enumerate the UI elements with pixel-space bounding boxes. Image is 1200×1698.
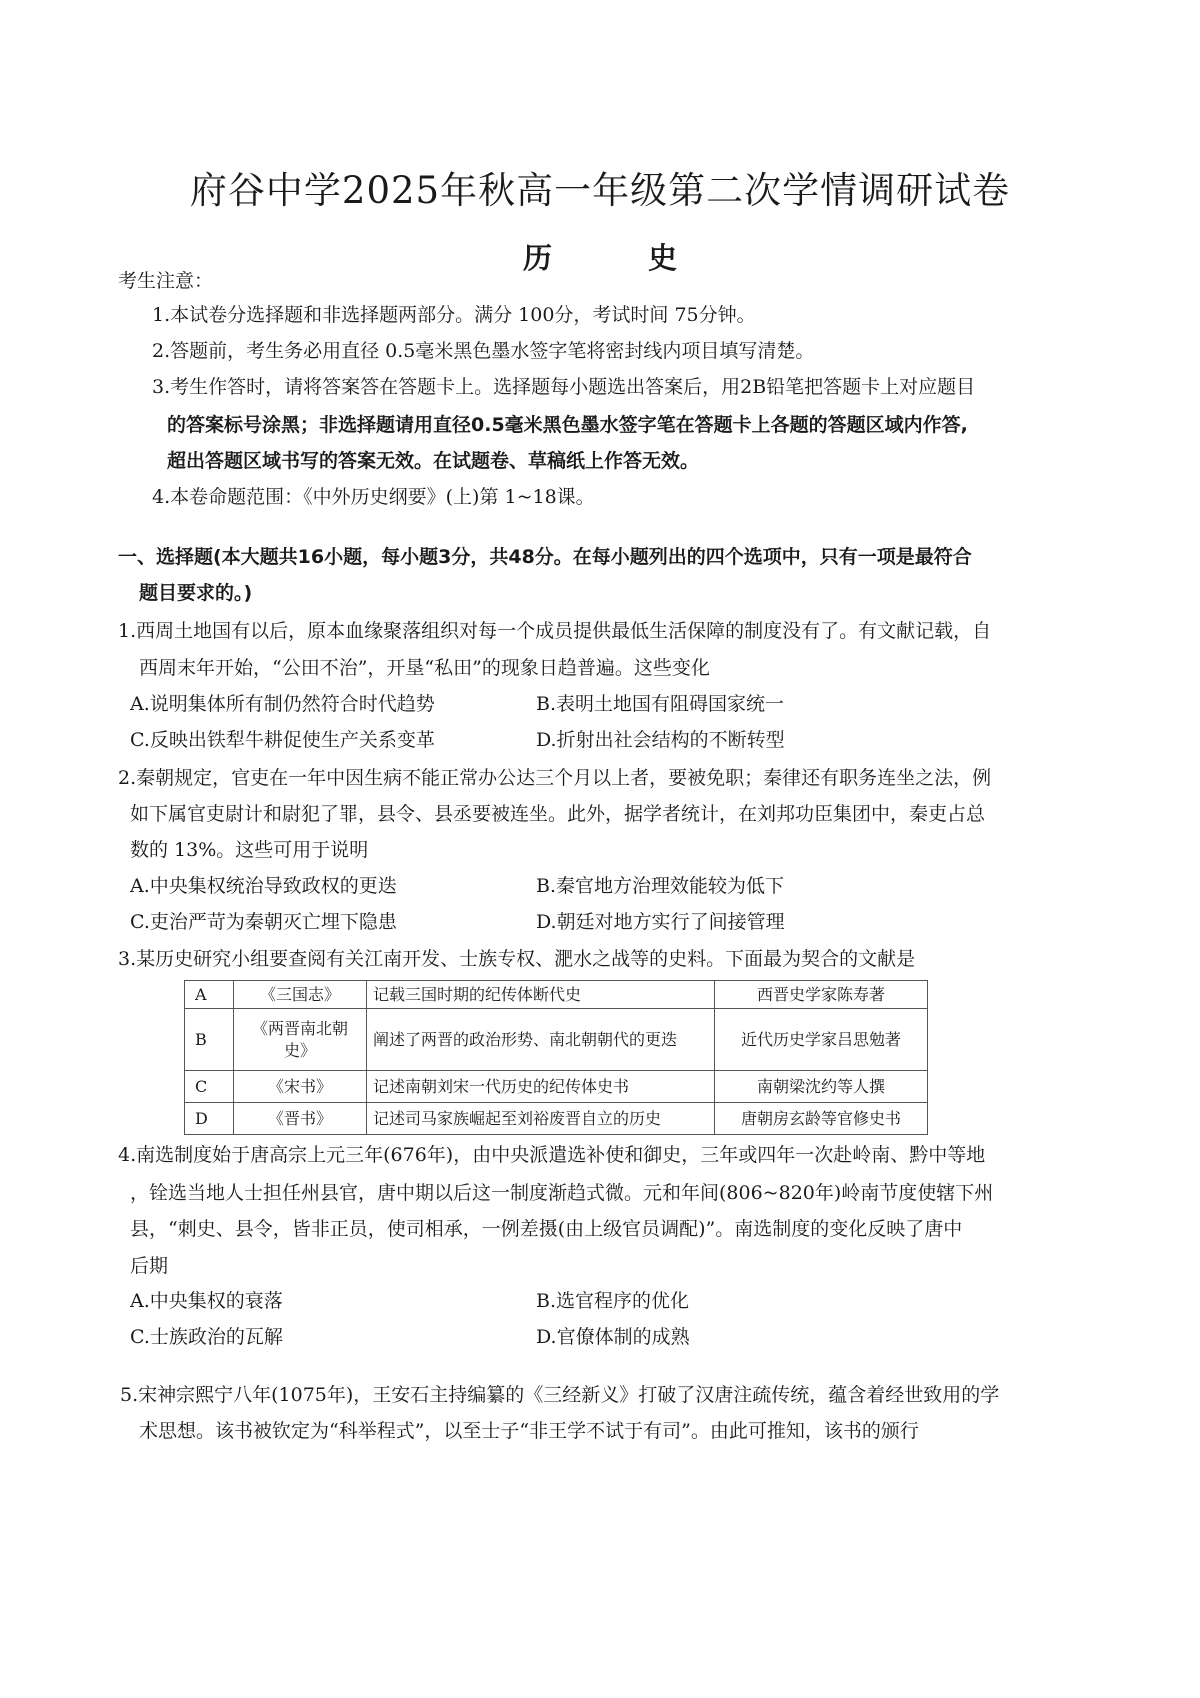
option-d: D.折射出社会结构的不断转型 bbox=[536, 729, 785, 751]
table-cell: 《两晋南北朝史》 bbox=[234, 1009, 367, 1071]
table-cell: B bbox=[185, 1009, 234, 1071]
option-c: C.吏治严苛为秦朝灭亡埋下隐患 bbox=[130, 911, 397, 933]
question-text: 3.某历史研究小组要查阅有关江南开发、士族专权、淝水之战等的史料。下面最为契合的文献是 bbox=[118, 948, 916, 970]
table-cell: D bbox=[185, 1103, 234, 1135]
table-cell: 南朝梁沈约等人撰 bbox=[715, 1071, 928, 1103]
notice-item: 3.考生作答时，请将答案答在答题卡上。选择题每小题选出答案后，用2B铅笔把答题卡上对应题目 bbox=[152, 376, 976, 398]
option-c: C.士族政治的瓦解 bbox=[130, 1326, 283, 1348]
notice-item: 1.本试卷分选择题和非选择题两部分。满分 100分，考试时间 75分钟。 bbox=[152, 304, 756, 326]
option-a: A.中央集权统治导致政权的更迭 bbox=[130, 875, 397, 897]
section-heading: 一、选择题(本大题共16小题，每小题3分，共48分。在每小题列出的四个选项中，只有一项是最符合 bbox=[118, 546, 972, 568]
question-text: 术思想。该书被钦定为“科举程式”，以至士子“非王学不试于有司”。由此可推知，该书的颁行 bbox=[139, 1420, 919, 1442]
table-row bbox=[185, 1071, 928, 1103]
subject-char: 历 bbox=[522, 241, 552, 275]
table-cell: 记载三国时期的纪传体断代史 bbox=[367, 981, 715, 1009]
table-cell: A bbox=[185, 981, 234, 1009]
notice-item: 4.本卷命题范围：《中外历史纲要》(上)第 1~18课。 bbox=[152, 486, 595, 508]
question-text: 后期 bbox=[130, 1255, 169, 1277]
table-row bbox=[185, 981, 928, 1009]
question-text: 西周末年开始，“公田不治”，开垦“私田”的现象日趋普遍。这些变化 bbox=[139, 657, 710, 679]
question-text: 2.秦朝规定，官吏在一年中因生病不能正常办公达三个月以上者，要被免职；秦律还有职务连坐之法，例 bbox=[118, 767, 992, 789]
table-cell: 阐述了两晋的政治形势、南北朝朝代的更迭 bbox=[367, 1009, 715, 1071]
source-table bbox=[184, 980, 928, 1135]
table-cell: 《三国志》 bbox=[234, 981, 367, 1009]
notice-item: 超出答题区域书写的答案无效。在试题卷、草稿纸上作答无效。 bbox=[167, 450, 700, 472]
option-a: A.中央集权的衰落 bbox=[130, 1290, 283, 1312]
question-text: 4.南选制度始于唐高宗上元三年(676年)，由中央派遣选补使和御史，三年或四年一次赴岭南、黔中等地 bbox=[118, 1144, 986, 1166]
table-cell: 《宋书》 bbox=[234, 1071, 367, 1103]
question-text: 5.宋神宗熙宁八年(1075年)，王安石主持编纂的《三经新义》打破了汉唐注疏传统，蕴含着经世致用的学 bbox=[120, 1384, 1000, 1406]
notice-heading: 考生注意： bbox=[118, 270, 214, 292]
option-b: B.秦官地方治理效能较为低下 bbox=[536, 875, 785, 897]
question-text: 如下属官吏尉计和尉犯了罪，县令、县丞要被连坐。此外，据学者统计，在刘邦功臣集团中，秦吏占总 bbox=[130, 803, 986, 825]
table-row bbox=[185, 1103, 928, 1135]
subject-char: 史 bbox=[648, 241, 678, 275]
option-d: D.朝廷对地方实行了间接管理 bbox=[536, 911, 785, 933]
table-cell: 《晋书》 bbox=[234, 1103, 367, 1135]
section-heading: 题目要求的。) bbox=[139, 582, 253, 604]
question-text: ，铨选当地人士担任州县官，唐中期以后这一制度渐趋式微。元和年间(806~820年)岭南节度使辖下州 bbox=[130, 1182, 994, 1204]
table-cell: 记述南朝刘宋一代历史的纪传体史书 bbox=[367, 1071, 715, 1103]
table-cell: 记述司马家族崛起至刘裕废晋自立的历史 bbox=[367, 1103, 715, 1135]
table-cell: C bbox=[185, 1071, 234, 1103]
option-b: B.表明土地国有阻碍国家统一 bbox=[536, 693, 785, 715]
question-text: 县，“刺史、县令，皆非正员，使司相承，一例差摄(由上级官员调配)”。南选制度的变化反映了唐中 bbox=[130, 1218, 963, 1240]
notice-item: 2.答题前，考生务必用直径 0.5毫米黑色墨水签字笔将密封线内项目填写清楚。 bbox=[152, 340, 815, 362]
notice-item: 的答案标号涂黑；非选择题请用直径0.5毫米黑色墨水签字笔在答题卡上各题的答题区域内作答, bbox=[167, 414, 968, 436]
exam-title: 府谷中学2025年秋高一年级第二次学情调研试卷 bbox=[189, 169, 1011, 212]
table-cell: 西晋史学家陈寿著 bbox=[715, 981, 928, 1009]
table-cell: 近代历史学家吕思勉著 bbox=[715, 1009, 928, 1071]
option-a: A.说明集体所有制仍然符合时代趋势 bbox=[130, 693, 435, 715]
table-row bbox=[185, 1009, 928, 1071]
question-text: 数的 13%。这些可用于说明 bbox=[130, 839, 369, 861]
option-d: D.官僚体制的成熟 bbox=[536, 1326, 690, 1348]
option-b: B.选官程序的优化 bbox=[536, 1290, 690, 1312]
option-c: C.反映出铁犁牛耕促使生产关系变革 bbox=[130, 729, 435, 751]
question-text: 1.西周土地国有以后，原本血缘聚落组织对每一个成员提供最低生活保障的制度没有了。有文献记载，自 bbox=[118, 620, 992, 642]
table-cell: 唐朝房玄龄等官修史书 bbox=[715, 1103, 928, 1135]
